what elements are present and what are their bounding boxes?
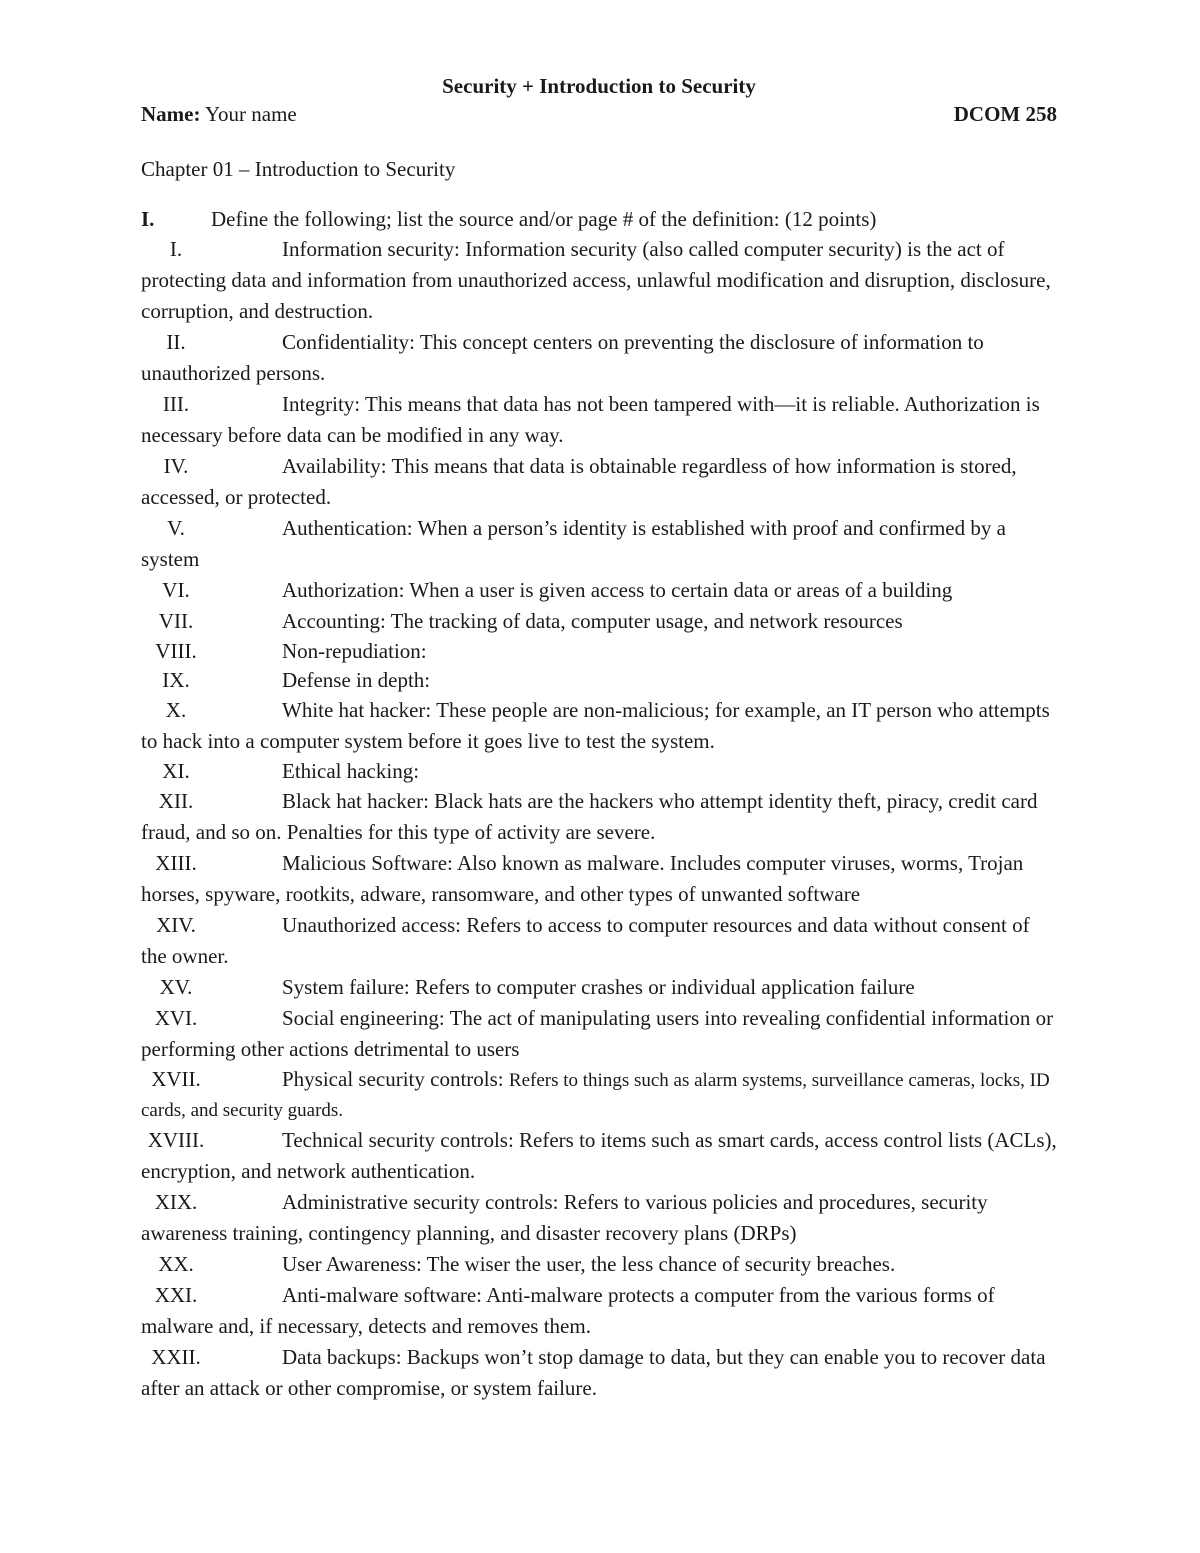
definition-item: [141, 1280, 1057, 1342]
item-numeral: XX.: [158, 1252, 194, 1276]
item-text: Black hat hacker: Black hats are the hackers who attempt identity theft, piracy, credit card fraud, and so on. Penalties for this type of activity are severe.: [141, 789, 1038, 844]
definition-item: [141, 848, 1057, 910]
item-text: Integrity: This means that data has not been tampered with—it is reliable. Authorization is necessary before data can be modified in any way.: [141, 392, 1040, 447]
definition-item: [141, 1003, 1057, 1065]
definition-item: [141, 757, 1057, 786]
item-numeral: XVII.: [151, 1067, 201, 1091]
item-text: Availability: This means that data is obtainable regardless of how information is stored, accessed, or protected.: [141, 454, 1017, 509]
item-numeral: IV.: [163, 454, 189, 478]
definition-item: [141, 1249, 1057, 1280]
item-text: Ethical hacking:: [282, 759, 420, 783]
item-text: User Awareness: The wiser the user, the less chance of security breaches.: [282, 1252, 896, 1276]
definition-item: [141, 1125, 1057, 1187]
item-text: Defense in depth:: [282, 668, 431, 692]
name-field: [141, 100, 297, 128]
document-title: Security + Introduction to Security: [442, 74, 756, 98]
item-numeral: III.: [162, 392, 190, 416]
item-numeral: XXII.: [151, 1345, 201, 1369]
definition-item: [141, 513, 1057, 575]
item-text: Data backups: Backups won’t stop damage to data, but they can enable you to recover data after an attack or other compromise, or system failure.: [141, 1345, 1046, 1400]
item-text: Unauthorized access: Refers to access to computer resources and data without consent of the owner.: [141, 913, 1030, 968]
item-text: Malicious Software: Also known as malware. Includes computer viruses, worms, Trojan horses, spyware, rootkits, adware, ransomware, and other types of unwanted software: [141, 851, 1024, 906]
item-numeral: XV.: [159, 975, 193, 999]
definition-item: [141, 1065, 1057, 1125]
item-small-text: Refers to things such as alarm systems, surveillance cameras, locks, ID cards, and security guards.: [141, 1070, 1050, 1121]
item-numeral: XIX.: [154, 1190, 198, 1214]
item-numeral: XVI.: [154, 1006, 198, 1030]
item-text: Information security: Information security (also called computer security) is the act of protecting data and information from unauthorized access, unlawful modification and disruption, disclosure, corruption, and destruction.: [141, 237, 1051, 323]
definition-item: [141, 327, 1057, 389]
document-page: [141, 72, 1057, 1404]
item-numeral: II.: [166, 330, 186, 354]
item-text: Administrative security controls: Refers to various policies and procedures, security awareness training, contingency planning, and disaster recovery plans (DRPs): [141, 1190, 988, 1245]
definition-item: [141, 451, 1057, 513]
item-text: Authorization: When a user is given access to certain data or areas of a building: [282, 578, 953, 602]
definition-item: [141, 666, 1057, 695]
definition-item: [141, 1342, 1057, 1404]
chapter-heading: Chapter 01 – Introduction to Security: [141, 157, 456, 181]
definition-item: [141, 972, 1057, 1003]
definition-item: [141, 575, 1057, 606]
definition-item: [141, 637, 1057, 666]
definition-item: [141, 695, 1057, 757]
definition-item: [141, 1187, 1057, 1249]
item-text: Physical security controls:: [282, 1067, 504, 1091]
item-text: Accounting: The tracking of data, computer usage, and network resources: [282, 609, 903, 633]
item-numeral: IX.: [162, 668, 190, 692]
item-numeral: VIII.: [155, 639, 197, 663]
item-text: Confidentiality: This concept centers on preventing the disclosure of information to unauthorized persons.: [141, 330, 984, 385]
item-numeral: XIII.: [155, 851, 197, 875]
course-code: DCOM 258: [953, 102, 1057, 126]
item-text: System failure: Refers to computer crashes or individual application failure: [282, 975, 915, 999]
item-text: White hat hacker: These people are non-malicious; for example, an IT person who attempts to hack into a computer system before it goes live to test the system.: [141, 698, 1050, 753]
definition-list: [141, 234, 1057, 1404]
item-numeral: XIV.: [156, 913, 196, 937]
item-numeral: VI.: [162, 578, 190, 602]
item-text: Anti-malware software: Anti-malware protects a computer from the various forms of malware and, if necessary, detects and removes them.: [141, 1283, 995, 1338]
item-numeral: X.: [165, 698, 187, 722]
definition-item: [141, 389, 1057, 451]
item-numeral: VII.: [158, 609, 194, 633]
item-numeral: XI.: [162, 759, 190, 783]
item-numeral: I.: [169, 237, 183, 261]
item-numeral: XII.: [158, 789, 194, 813]
item-text: Social engineering: The act of manipulating users into revealing confidential information or performing other actions detrimental to users: [141, 1006, 1054, 1061]
name-label: Name:: [141, 102, 201, 126]
definition-item: [141, 234, 1057, 327]
item-numeral: V.: [167, 516, 185, 540]
name-value: Your name: [204, 102, 297, 126]
item-numeral: XVIII.: [147, 1128, 205, 1152]
item-text: Technical security controls: Refers to items such as smart cards, access control lists (ACLs), encryption, and network authentication.: [141, 1128, 1057, 1183]
item-text: Non-repudiation:: [282, 639, 427, 663]
name-course-row: [141, 100, 1057, 128]
definition-item: [141, 606, 1057, 637]
item-numeral: XXI.: [154, 1283, 198, 1307]
section-number: I.: [141, 207, 155, 231]
definition-item: [141, 910, 1057, 972]
section-heading: [141, 204, 1057, 234]
section-prompt: Define the following; list the source and/or page # of the definition: (12 points): [211, 207, 877, 231]
item-text: Authentication: When a person’s identity is established with proof and confirmed by a system: [141, 516, 1006, 571]
definition-item: [141, 786, 1057, 848]
